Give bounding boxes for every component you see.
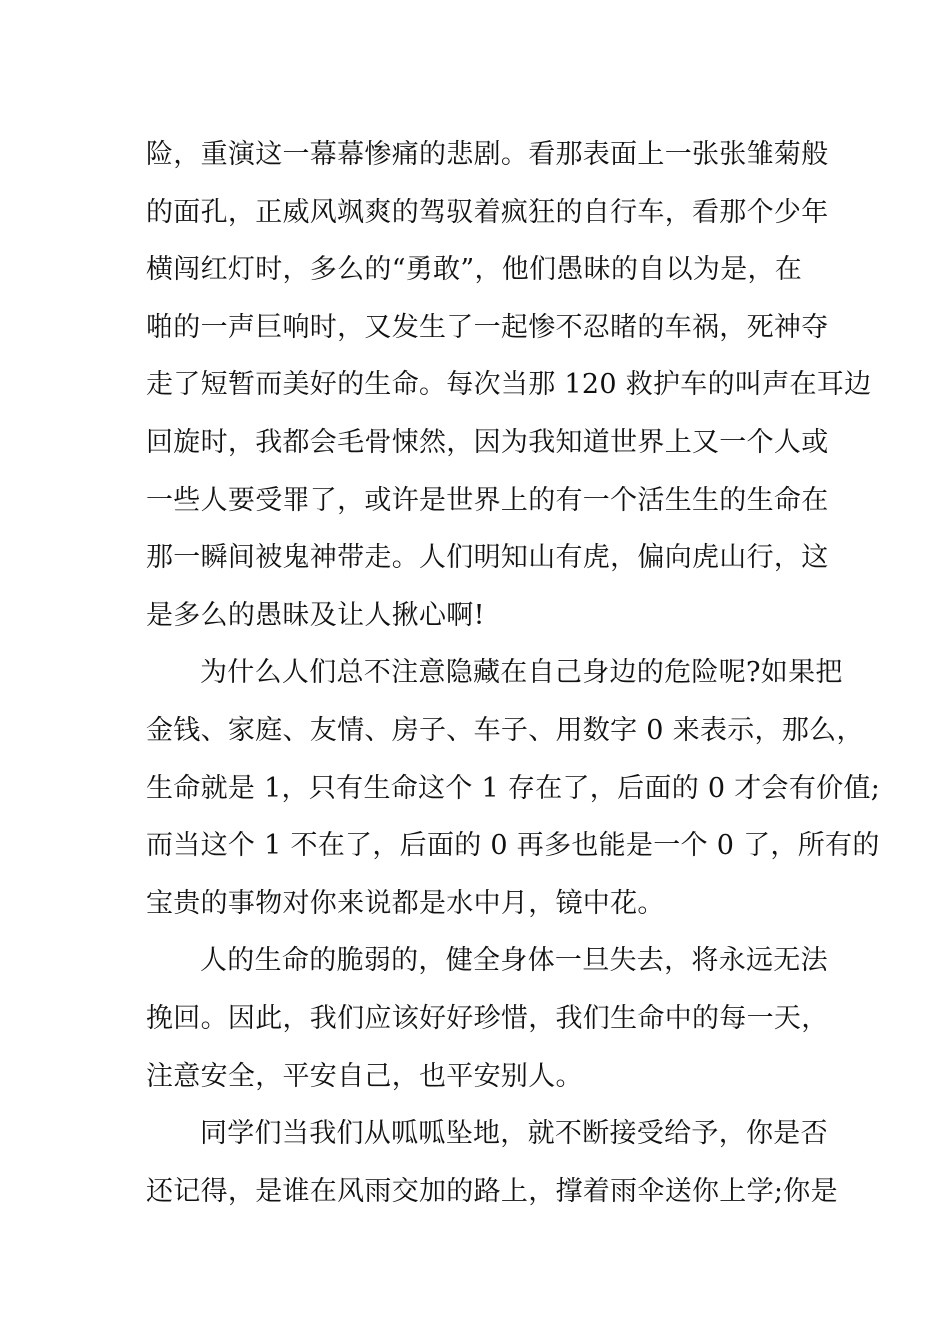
text-line: 生命就是 1，只有生命这个 1 存在了，后面的 0 才会有价值; <box>146 772 881 804</box>
text-line: 是多么的愚昧及让人揪心啊! <box>146 599 485 631</box>
text-line: 而当这个 1 不在了，后面的 0 再多也能是一个 0 了，所有的 <box>146 830 880 862</box>
text-line: 啪的一声巨响时，又发生了一起惨不忍睹的车祸，死神夺 <box>146 311 829 343</box>
text-line: 一些人要受罪了，或许是世界上的有一个活生生的生命在 <box>146 484 829 516</box>
text-line: 的面孔，正威风飒爽的驾驭着疯狂的自行车，看那个少年 <box>146 196 829 228</box>
text-line: 挽回。因此，我们应该好好珍惜，我们生命中的每一天， <box>146 1002 829 1034</box>
paragraph-first-line: 人的生命的脆弱的，健全身体一旦失去，将永远无法 <box>200 945 828 977</box>
text-line: 注意安全，平安自己，也平安别人。 <box>146 1060 583 1092</box>
text-line: 还记得，是谁在风雨交加的路上，撑着雨伞送你上学;你是 <box>146 1175 838 1207</box>
paragraph-first-line: 同学们当我们从呱呱坠地，就不断接受给予，你是否 <box>200 1118 828 1150</box>
text-line: 险，重演这一幕幕惨痛的悲剧。看那表面上一张张雏菊般 <box>146 139 829 170</box>
text-line: 走了短暂而美好的生命。每次当那 120 救护车的叫声在耳边 <box>146 369 872 401</box>
text-line: 那一瞬间被鬼神带走。人们明知山有虎，偏向虎山行，这 <box>146 542 829 574</box>
body-text <box>146 126 881 1220</box>
text-line: 回旋时，我都会毛骨悚然，因为我知道世界上又一个人或 <box>146 426 829 458</box>
text-line: 横闯红灯时，多么的“勇敢”，他们愚昧的自以为是，在 <box>146 254 803 286</box>
text-line: 金钱、家庭、友情、房子、车子、用数字 0 来表示，那么， <box>146 714 864 746</box>
text-line: 宝贵的事物对你来说都是水中月，镜中花。 <box>146 887 665 919</box>
paragraph-first-line: 为什么人们总不注意隐藏在自己身边的危险呢?如果把 <box>200 657 843 689</box>
